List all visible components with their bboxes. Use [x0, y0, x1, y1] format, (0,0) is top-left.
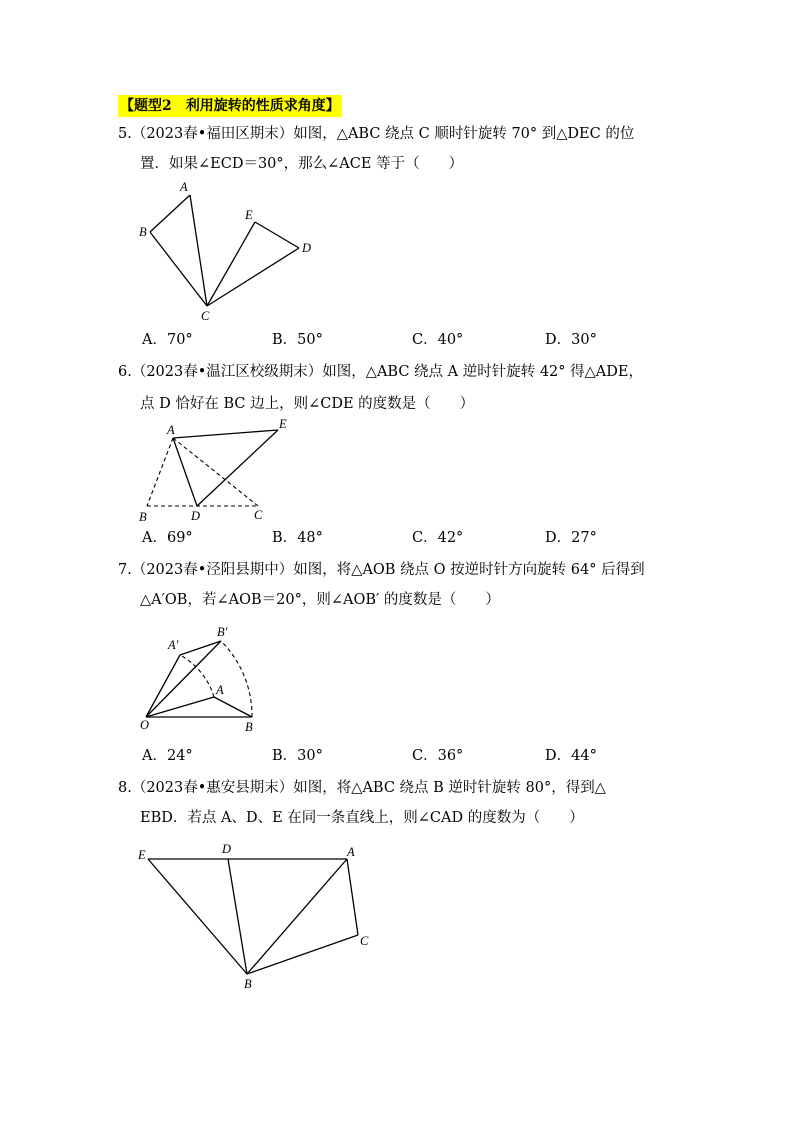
q7-label-O: O [140, 718, 150, 732]
q7-option-a: A．24° [142, 748, 193, 764]
q5-label-B: B [139, 225, 147, 239]
q6-option-b: B．48° [272, 530, 323, 546]
q8-text-line1: 8.（2023春•惠安县期末）如图，将△ABC 绕点 B 逆时针旋转 80°，得到△ [118, 780, 606, 796]
q8-label-B: B [244, 977, 252, 991]
q6-option-a: A．69° [142, 530, 193, 546]
q8-edge-AC [347, 859, 358, 935]
q6-label-E: E [279, 417, 287, 431]
q8-edge-DB [228, 859, 247, 974]
q5-label-C: C [201, 309, 210, 323]
q5-option-a: A．70° [142, 332, 193, 348]
q6-label-C: C [254, 508, 263, 522]
q5-option-c: C．40° [412, 332, 464, 348]
q6-option-d: D．27° [545, 530, 597, 546]
q7-text-line2: △A′OB，若∠AOB＝20°，则∠AOB′ 的度数是（ ） [140, 592, 500, 608]
q5-text-line1: 5.（2023春•福田区期末）如图，△ABC 绕点 C 顺时针旋转 70° 到△DEC 的位 [118, 126, 635, 142]
q7-option-c: C．36° [412, 748, 464, 764]
q8-text-line2: EBD．若点 A、D、E 在同一条直线上，则∠CAD 的度数为（ ） [140, 810, 584, 826]
q6-label-A: A [167, 423, 175, 437]
q5-label-E: E [245, 208, 253, 222]
q5-text-line2: 置．如果∠ECD＝30°，那么∠ACE 等于（ ） [140, 156, 464, 172]
q7-label-A: A [216, 683, 224, 697]
q7-label-A1: A′ [168, 638, 179, 652]
section-title: 【题型2 利用旋转的性质求角度】 [118, 95, 342, 117]
q8-label-C: C [360, 934, 369, 948]
q7-option-d: D．44° [545, 748, 597, 764]
q7-text-line1: 7.（2023春•泾阳县期中）如图，将△AOB 绕点 O 按逆时针方向旋转 64° 后得到 [118, 562, 645, 578]
q6-text-line1: 6.（2023春•温江区校级期末）如图，△ABC 绕点 A 逆时针旋转 42° 得△ADE， [118, 364, 643, 380]
q7-option-b: B．30° [272, 748, 323, 764]
q6-text-line2: 点 D 恰好在 BC 边上，则∠CDE 的度数是（ ） [140, 396, 475, 412]
q6-option-c: C．42° [412, 530, 464, 546]
q8-edge-EB [148, 859, 247, 974]
q7-label-B1: B′ [217, 625, 228, 639]
q5-label-D: D [302, 241, 312, 255]
q6-label-D: D [191, 509, 201, 523]
q7-label-B: B [245, 720, 253, 734]
q5-label-A: A [180, 180, 188, 194]
q6-label-B: B [139, 510, 147, 524]
q8-label-E: E [138, 848, 146, 862]
q5-option-d: D．30° [545, 332, 597, 348]
q8-label-D: D [222, 842, 232, 856]
q8-label-A: A [347, 845, 355, 859]
q5-option-b: B．50° [272, 332, 323, 348]
